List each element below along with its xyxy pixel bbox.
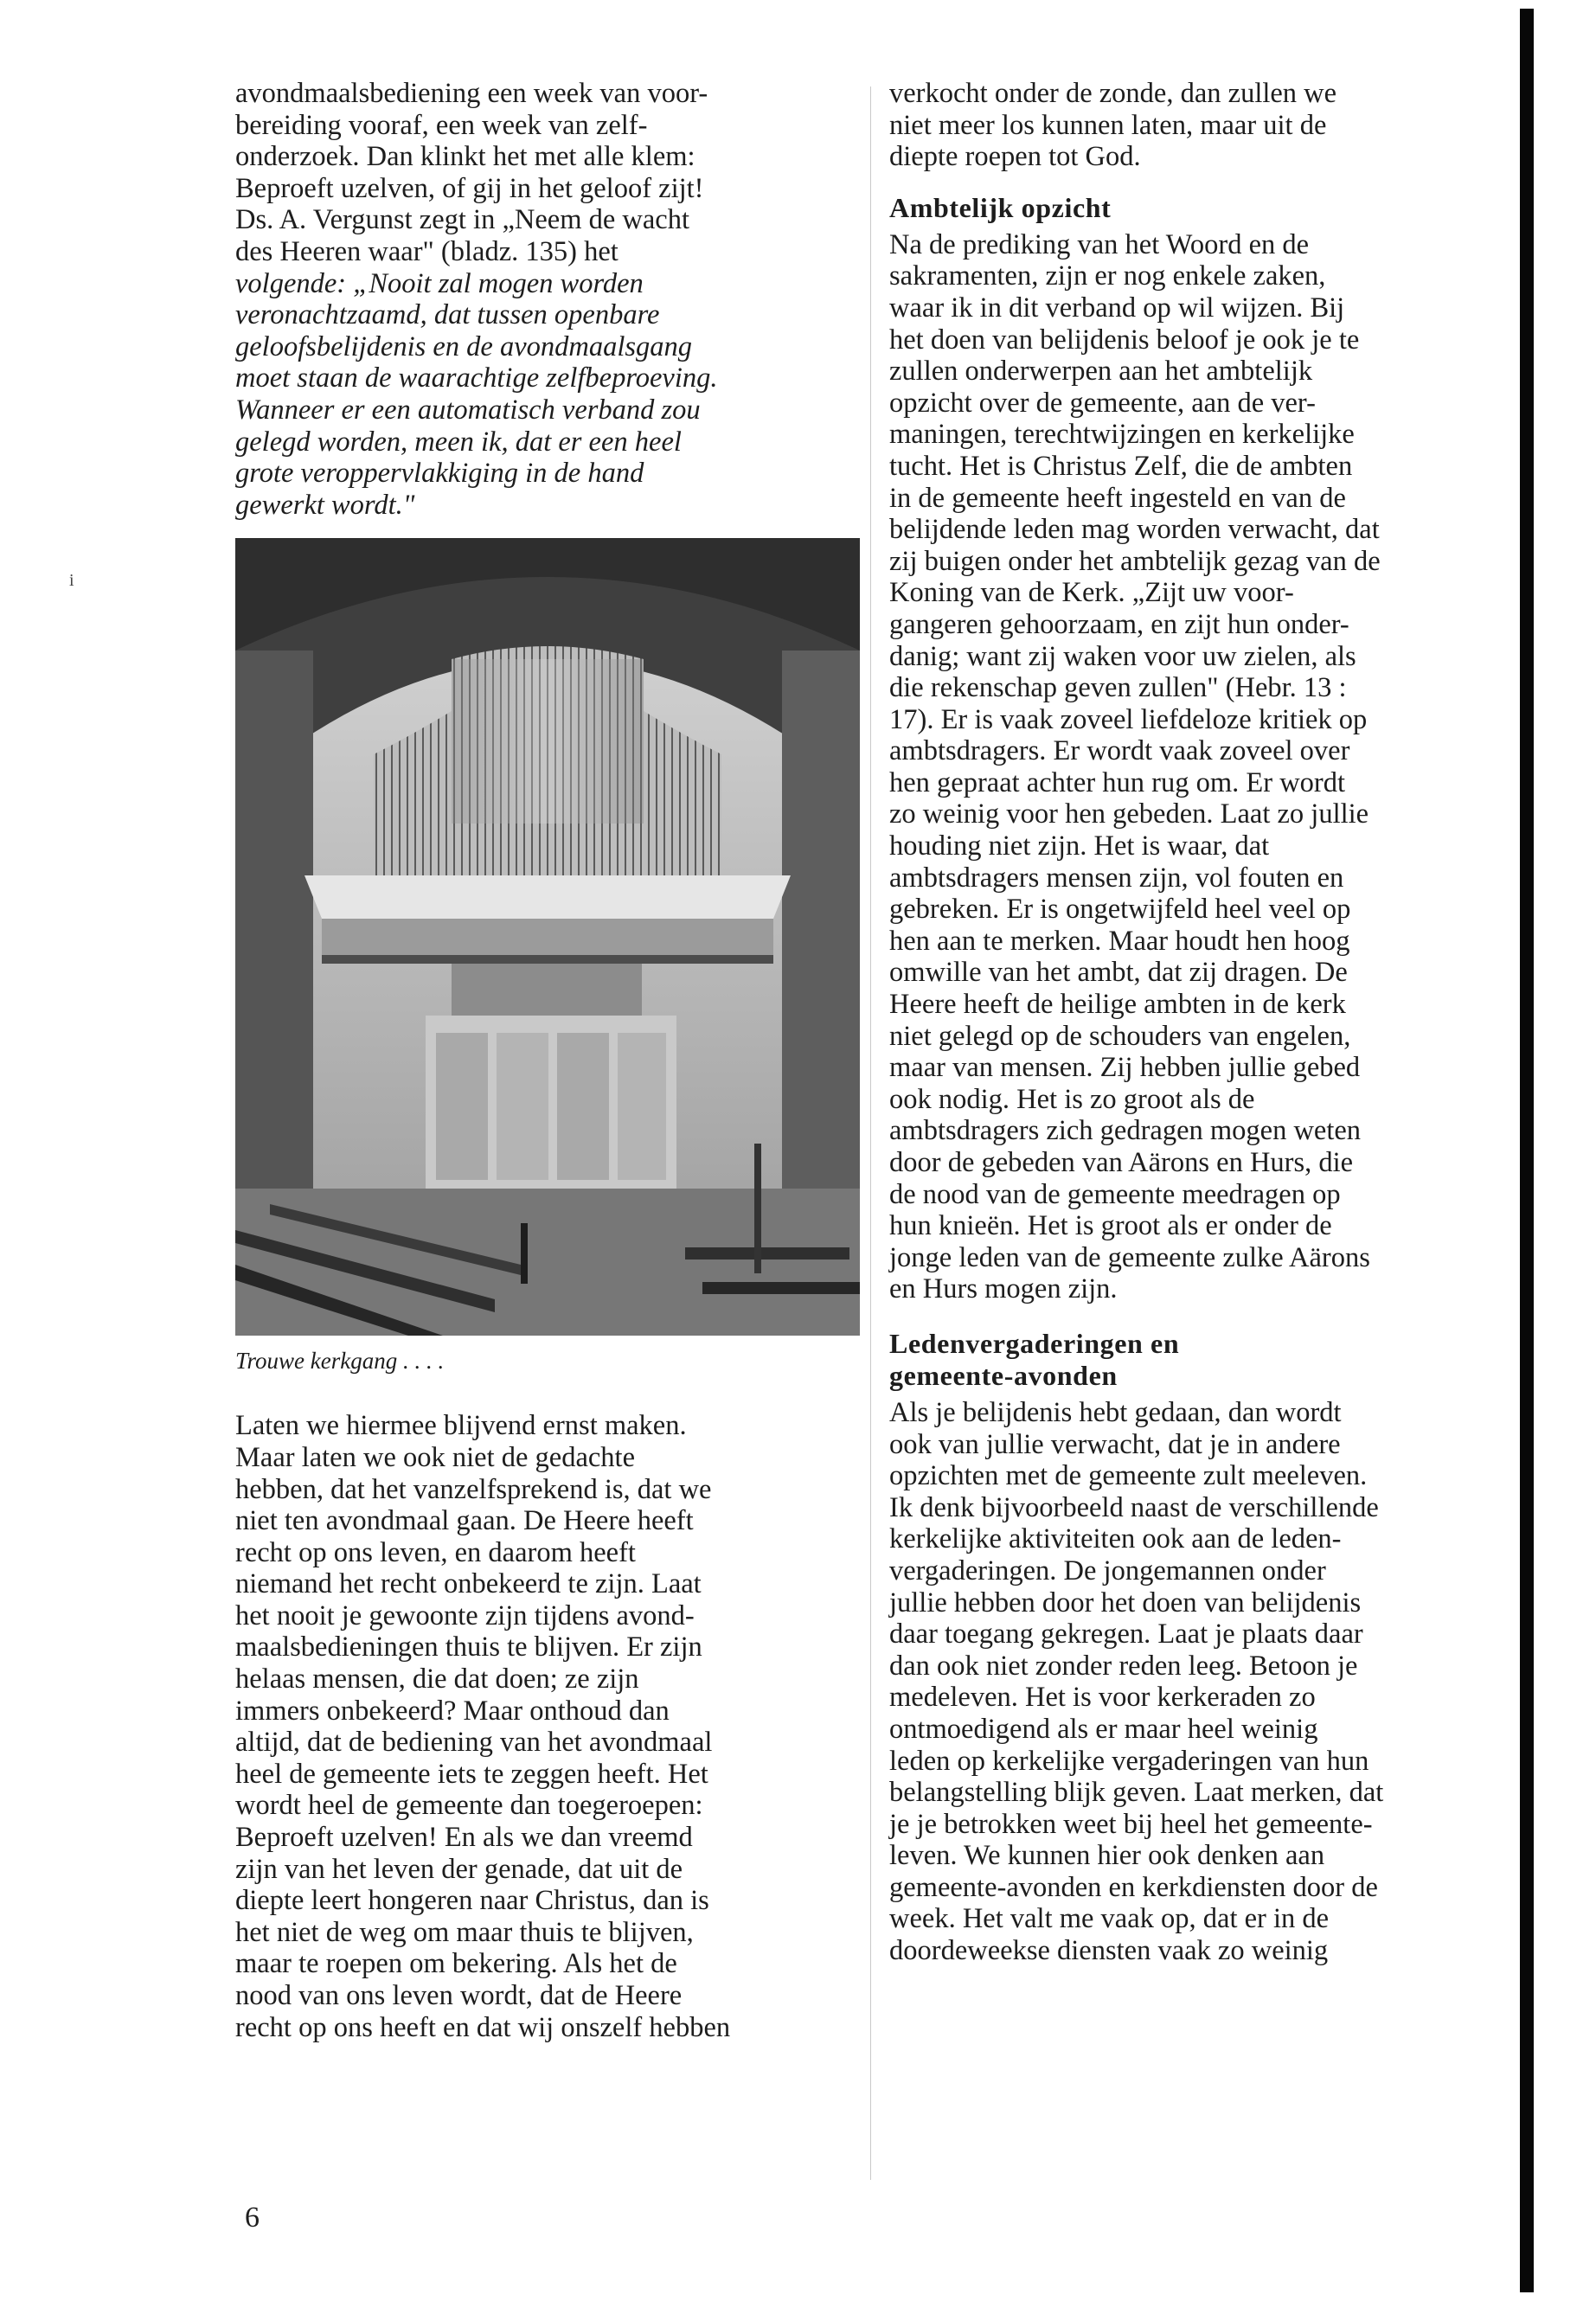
text-line: jullie hebben door het doen van belijdenis <box>889 1586 1362 1618</box>
text-line: Beproeft uzelven, of gij in het geloof zijt! <box>235 172 704 204</box>
text-line: belangstelling blijk geven. Laat merken, dat <box>889 1777 1384 1809</box>
text-line: Koning van de Kerk. „Zijt uw voor- <box>889 577 1294 609</box>
text-line: ambtsdragers mensen zijn, vol fouten en <box>889 862 1344 894</box>
column-divider <box>870 87 871 2180</box>
text-line: gangeren gehoorzaam, en zijt hun onder- <box>889 608 1349 640</box>
text-line: opzichten met de gemeente zult meeleven. <box>889 1460 1368 1492</box>
heading-line: Ledenvergaderingen en <box>889 1327 1180 1359</box>
page-number: 6 <box>245 2202 260 2234</box>
text-line: Laten we hiermee blijvend ernst maken. <box>235 1410 687 1442</box>
quote-line: gewerkt wordt." <box>235 489 415 521</box>
margin-mark: i <box>69 571 74 590</box>
text-line: je je betrokken weet bij heel het gemeente- <box>889 1808 1373 1840</box>
text-line: immers onbekeerd? Maar onthoud dan <box>235 1695 670 1727</box>
text-line: diepte roepen tot God. <box>889 141 1141 173</box>
text-line: niet gelegd op de schouders van engelen, <box>889 1020 1351 1052</box>
text-line: ook van jullie verwacht, dat je in andere <box>889 1428 1341 1460</box>
text-line: waar ik in dit verband op wil wijzen. Bij <box>889 292 1345 324</box>
text-line: doordeweekse diensten vaak zo weinig <box>889 1935 1329 1967</box>
text-line: Ds. A. Vergunst zegt in „Neem de wacht <box>235 204 689 236</box>
text-line: Heere heeft de heilige ambten in de kerk <box>889 989 1346 1021</box>
text-line: niet ten avondmaal gaan. De Heere heeft <box>235 1505 694 1537</box>
text-line: daar toegang gekregen. Laat je plaats daar <box>889 1618 1363 1650</box>
text-line: gemeente-avonden en kerkdiensten door de <box>889 1871 1378 1903</box>
quote-line: geloofsbelijdenis en de avondmaalsgang <box>235 330 693 362</box>
text-line: danig; want zij waken voor uw zielen, als <box>889 640 1356 672</box>
photo-caption: Trouwe kerkgang . . . . <box>235 1348 445 1375</box>
text-line: het doen van belijdenis beloof je ook je te <box>889 324 1360 356</box>
text-line: ook nodig. Het is zo groot als de <box>889 1083 1255 1115</box>
text-line: de nood van de gemeente meedragen op <box>889 1178 1341 1210</box>
text-line: omwille van het ambt, dat zij dragen. De <box>889 957 1348 989</box>
text-line: hen gepraat achter hun rug om. Er wordt <box>889 766 1346 798</box>
text-line: in de gemeente heeft ingesteld en van de <box>889 482 1346 514</box>
quote-line: veronachtzaamd, dat tussen openbare <box>235 299 660 331</box>
quote-line: moet staan de waarachtige zelfbeproeving. <box>235 362 718 394</box>
text-line: 17). Er is vaak zoveel liefdeloze kritiek op <box>889 703 1368 735</box>
text-line: het niet de weg om maar thuis te blijven, <box>235 1916 694 1948</box>
text-line: leven. We kunnen hier ook denken aan <box>889 1840 1325 1872</box>
text-line: medeleven. Het is voor kerkeraden zo <box>889 1682 1316 1714</box>
text-line: heel de gemeente iets te zeggen heeft. Het <box>235 1758 708 1790</box>
quote-line: volgende: „Nooit zal mogen worden <box>235 267 644 299</box>
intro-paragraph <box>235 78 858 521</box>
text-line: zullen onderwerpen aan het ambtelijk <box>889 356 1313 388</box>
quote-line: gelegd worden, meen ik, dat er een heel <box>235 426 682 458</box>
text-line: des Heeren waar" (bladz. 135) het <box>235 235 619 267</box>
text-line: altijd, dat de bediening van het avondmaal <box>235 1727 713 1759</box>
text-line: door de gebeden van Aärons en Hurs, die <box>889 1147 1354 1178</box>
text-line: verkocht onder de zonde, dan zullen we <box>889 78 1337 109</box>
text-line: opzicht over de gemeente, aan de ver- <box>889 387 1316 419</box>
quote-line: grote veroppervlakkiging in de hand <box>235 458 644 490</box>
text-line: vergaderingen. De jongemannen onder <box>889 1554 1326 1586</box>
text-line: recht op ons leven, en daarom heeft <box>235 1536 636 1568</box>
section-heading-ledenvergaderingen <box>889 1328 1495 1392</box>
text-line: helaas mensen, die dat doen; ze zijn <box>235 1663 639 1695</box>
text-line: ambtsdragers. Er wordt vaak zoveel over <box>889 735 1350 767</box>
text-line: nood van ons leven wordt, dat de Heere <box>235 1980 683 2011</box>
left-column <box>235 78 858 2043</box>
text-line: ambtsdragers zich gedragen mogen weten <box>889 1115 1362 1147</box>
right-column <box>889 78 1495 1967</box>
text-line: zijn van het leven der genade, dat uit de <box>235 1853 683 1885</box>
text-line: zij buigen onder het ambtelijk gezag van de <box>889 545 1381 577</box>
text-line: hebben, dat het vanzelfsprekend is, dat we <box>235 1473 712 1505</box>
text-line: kerkelijke aktiviteiten ook aan de leden- <box>889 1523 1342 1555</box>
text-line: recht op ons heeft en dat wij onszelf hebben <box>235 2011 731 2043</box>
text-line: het nooit je gewoonte zijn tijdens avond- <box>235 1599 695 1631</box>
scan-edge-bar <box>1520 9 1534 2292</box>
intro-continuation <box>889 78 1495 173</box>
text-line: maar te roepen om bekering. Als het de <box>235 1948 677 1980</box>
quote-line: Wanneer er een automatisch verband zou <box>235 394 701 426</box>
text-line: dan ook niet zonder reden leeg. Betoon je <box>889 1650 1358 1682</box>
text-line: niemand het recht onbekeerd te zijn. Laat <box>235 1568 702 1600</box>
text-line: Maar laten we ook niet de gedachte <box>235 1441 636 1473</box>
heading-line: gemeente-avonden <box>889 1359 1118 1391</box>
text-line: Ik denk bijvoorbeeld naast de verschillende <box>889 1491 1379 1523</box>
text-line: wordt heel de gemeente dan toegeroepen: <box>235 1790 703 1822</box>
text-line: maalsbedieningen thuis te blijven. Er zijn <box>235 1631 702 1663</box>
text-line: week. Het valt me vaak op, dat er in de <box>889 1903 1330 1935</box>
text-line: tucht. Het is Christus Zelf, die de ambten <box>889 450 1353 482</box>
text-line: zo weinig voor hen gebeden. Laat zo jullie <box>889 798 1369 830</box>
text-line: Na de prediking van het Woord en de <box>889 228 1310 260</box>
text-line: houding niet zijn. Het is waar, dat <box>889 830 1270 862</box>
text-line: die rekenschap geven zullen" (Hebr. 13 : <box>889 672 1347 704</box>
text-line: belijdende leden mag worden verwacht, dat <box>889 514 1380 546</box>
text-line: hun knieën. Het is groot als er onder de <box>889 1210 1332 1242</box>
body-paragraph <box>235 1410 858 2043</box>
section-ambtelijk-opzicht-text <box>889 229 1495 1305</box>
text-line: diepte leert hongeren naar Christus, dan is <box>235 1885 709 1917</box>
text-line: en Hurs mogen zijn. <box>889 1273 1118 1305</box>
section-heading-ambtelijk-opzicht: Ambtelijk opzicht <box>889 191 1112 223</box>
text-line: sakramenten, zijn er nog enkele zaken, <box>889 260 1326 292</box>
text-line: avondmaalsbediening een week van voor- <box>235 78 708 109</box>
text-line: ontmoedigend als er maar heel weinig <box>889 1713 1318 1745</box>
text-line: bereiding vooraf, een week van zelf- <box>235 109 648 141</box>
text-line: Beproeft uzelven! En als we dan vreemd <box>235 1822 693 1854</box>
section-ledenvergaderingen-text <box>889 1397 1495 1967</box>
text-line: hen aan te merken. Maar houdt hen hoog <box>889 925 1350 957</box>
text-line: niet meer los kunnen laten, maar uit de <box>889 109 1327 141</box>
text-line: onderzoek. Dan klinkt het met alle klem: <box>235 141 695 173</box>
text-line: Als je belijdenis hebt gedaan, dan wordt <box>889 1396 1342 1428</box>
text-line: maar van mensen. Zij hebben jullie gebed <box>889 1052 1361 1084</box>
organ-illustration <box>235 538 860 1336</box>
church-organ-photo <box>235 538 860 1336</box>
text-line: gebreken. Er is ongetwijfeld heel veel op <box>889 894 1351 926</box>
text-line: leden op kerkelijke vergaderingen van hun <box>889 1745 1369 1777</box>
text-line: maningen, terechtwijzingen en kerkelijke <box>889 419 1355 451</box>
text-line: jonge leden van de gemeente zulke Aärons <box>889 1241 1370 1273</box>
